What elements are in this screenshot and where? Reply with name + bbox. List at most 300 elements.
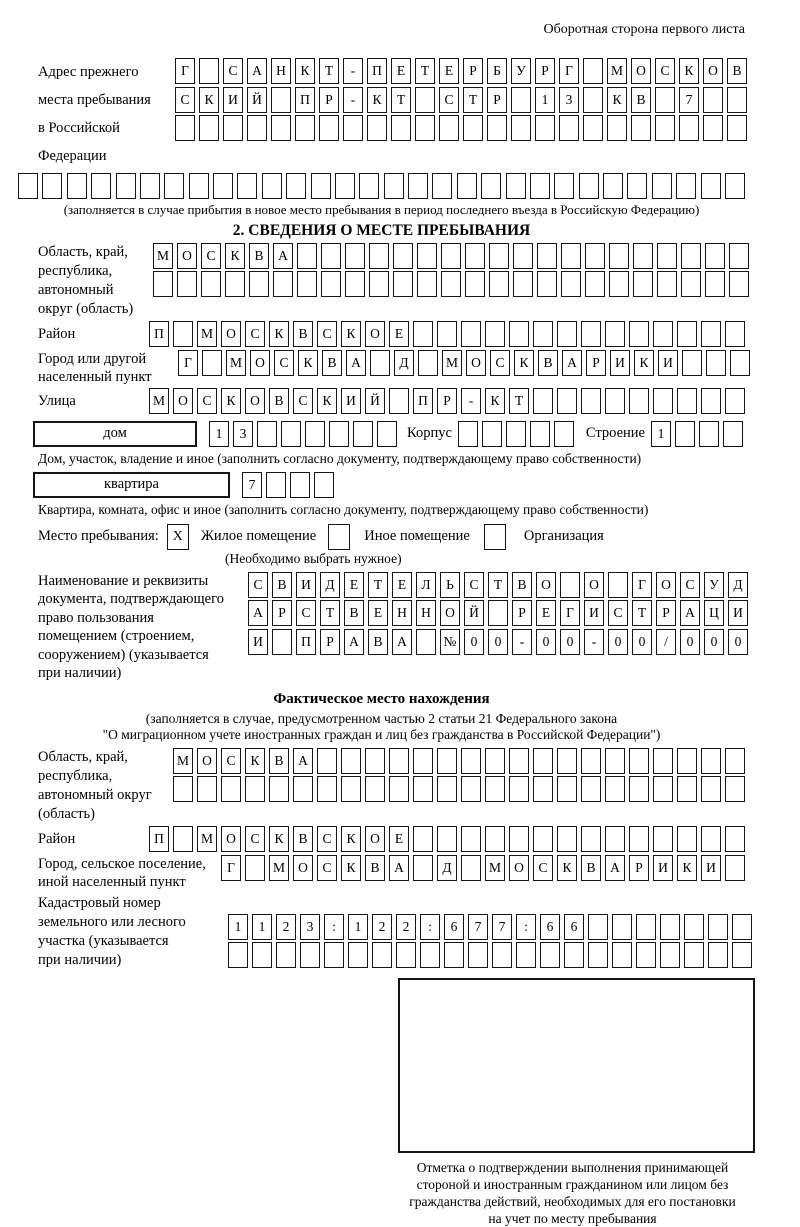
char-box: 7 — [468, 914, 488, 940]
char-box — [559, 115, 579, 141]
char-box: С — [317, 826, 337, 852]
char-box: К — [245, 748, 265, 774]
char-box — [201, 271, 221, 297]
char-box — [432, 173, 452, 199]
actual-city-block — [18, 855, 745, 891]
char-box: Е — [389, 321, 409, 347]
char-row — [228, 914, 752, 940]
char-box — [653, 321, 673, 347]
stay-type-option-other: Иное помещение — [364, 528, 470, 544]
char-box: С — [221, 748, 241, 774]
char-box: С — [655, 58, 675, 84]
label-line: Федерации — [38, 148, 107, 164]
char-box — [537, 243, 557, 269]
street-block — [18, 388, 745, 414]
char-box: П — [367, 58, 387, 84]
char-box — [677, 388, 697, 414]
char-box — [266, 472, 286, 498]
char-box — [684, 914, 704, 940]
char-box — [223, 115, 243, 141]
char-box — [653, 826, 673, 852]
char-row — [209, 421, 397, 447]
apartment-caption: Квартира, комната, офис и иное (заполнить согласно документу, подтверждающему право собственности) — [38, 501, 649, 517]
char-box: К — [367, 87, 387, 113]
char-box — [335, 173, 355, 199]
char-box — [701, 826, 721, 852]
char-row — [178, 350, 750, 376]
char-box — [273, 271, 293, 297]
label-line: Наименование и реквизиты — [38, 572, 209, 589]
char-box — [554, 421, 574, 447]
char-box: 6 — [540, 914, 560, 940]
char-box: О — [250, 350, 270, 376]
char-box — [653, 748, 673, 774]
char-box: Й — [247, 87, 267, 113]
char-box — [588, 914, 608, 940]
stay-type-option-residential: Жилое помещение — [200, 528, 317, 544]
char-row — [149, 388, 745, 414]
label-line: Адрес прежнего — [38, 64, 139, 80]
char-box: 2 — [396, 914, 416, 940]
char-box: 0 — [536, 629, 556, 655]
char-box: Р — [535, 58, 555, 84]
char-box — [653, 388, 673, 414]
char-box: К — [341, 855, 361, 881]
char-box: П — [295, 87, 315, 113]
char-box — [605, 748, 625, 774]
char-box — [413, 321, 433, 347]
label-line: Область, край, — [38, 748, 128, 765]
char-box: Г — [559, 58, 579, 84]
char-box — [703, 115, 723, 141]
char-box — [396, 942, 416, 968]
char-box — [348, 942, 368, 968]
char-box — [530, 421, 550, 447]
char-box: С — [248, 572, 268, 598]
char-box — [653, 776, 673, 802]
char-box — [583, 87, 603, 113]
district-label: Район — [38, 325, 76, 342]
char-box — [485, 321, 505, 347]
char-box — [557, 388, 577, 414]
char-box: 1 — [348, 914, 368, 940]
char-box — [492, 942, 512, 968]
char-box: Д — [320, 572, 340, 598]
char-box — [725, 776, 745, 802]
char-box — [655, 87, 675, 113]
char-box: 6 — [444, 914, 464, 940]
previous-address-block — [18, 58, 745, 170]
char-box — [487, 115, 507, 141]
char-box — [286, 173, 306, 199]
char-box — [372, 942, 392, 968]
char-box: С — [439, 87, 459, 113]
char-box — [441, 271, 461, 297]
char-box — [701, 388, 721, 414]
char-box — [413, 776, 433, 802]
stamp-caption — [380, 1159, 765, 1227]
label-line: на учет по месту пребывания — [488, 1210, 657, 1226]
char-box — [271, 87, 291, 113]
char-box: О — [703, 58, 723, 84]
char-box — [581, 748, 601, 774]
char-box: К — [317, 388, 337, 414]
char-box — [417, 271, 437, 297]
char-box — [262, 173, 282, 199]
char-box — [605, 388, 625, 414]
char-box: Г — [632, 572, 652, 598]
char-box — [725, 173, 745, 199]
char-row — [458, 421, 574, 447]
char-box — [384, 173, 404, 199]
char-box: Г — [175, 58, 195, 84]
char-box: О — [365, 826, 385, 852]
document-label — [18, 572, 248, 683]
char-box: 0 — [608, 629, 628, 655]
label-line: стороной и иностранным гражданином или лицом без — [416, 1176, 729, 1192]
char-box — [489, 271, 509, 297]
char-box — [213, 173, 233, 199]
previous-address-label — [18, 58, 175, 170]
char-box — [509, 776, 529, 802]
label-line: населенный пункт — [38, 368, 152, 385]
char-box — [461, 776, 481, 802]
char-box: 1 — [228, 914, 248, 940]
label-line: при наличии) — [38, 951, 122, 968]
label-line: "О миграционном учете иностранных граждан и лиц без гражданства в Российской Федерации") — [102, 726, 661, 742]
char-box — [727, 87, 747, 113]
char-box — [681, 243, 701, 269]
stay-type-checkbox-residential: X — [167, 524, 189, 550]
char-box: К — [298, 350, 318, 376]
char-box — [533, 388, 553, 414]
char-box — [300, 942, 320, 968]
char-box — [461, 826, 481, 852]
label-line: автономный округ — [38, 786, 152, 803]
char-box — [485, 826, 505, 852]
char-box — [699, 421, 719, 447]
char-box: Р — [437, 388, 457, 414]
char-box: И — [584, 600, 604, 626]
label-line: (заполняется в случае, предусмотренном частью 2 статьи 21 Федерального закона — [145, 710, 618, 726]
char-box: М — [269, 855, 289, 881]
char-box — [197, 776, 217, 802]
char-box: Р — [463, 58, 483, 84]
char-box — [629, 321, 649, 347]
char-box — [609, 271, 629, 297]
document-rows — [248, 572, 748, 655]
char-box: Т — [368, 572, 388, 598]
stay-type-block — [38, 524, 745, 550]
char-box: В — [365, 855, 385, 881]
document-block — [18, 572, 745, 683]
stay-type-checkbox-organization — [484, 524, 506, 550]
char-box — [319, 115, 339, 141]
char-row — [228, 942, 752, 968]
char-box: 6 — [564, 914, 584, 940]
char-box: Т — [320, 600, 340, 626]
char-box: К — [514, 350, 534, 376]
char-box: Р — [512, 600, 532, 626]
char-box: К — [341, 321, 361, 347]
char-box: О — [509, 855, 529, 881]
char-box — [417, 243, 437, 269]
char-box — [631, 115, 651, 141]
char-box — [509, 826, 529, 852]
region-block — [18, 243, 745, 319]
char-box: 1 — [535, 87, 555, 113]
char-box — [557, 826, 577, 852]
char-box — [488, 600, 508, 626]
char-box: 0 — [704, 629, 724, 655]
label-line: при наличии) — [38, 665, 122, 681]
char-box: М — [197, 321, 217, 347]
cadastral-label — [18, 894, 228, 970]
char-box — [199, 115, 219, 141]
label-line: места пребывания — [38, 92, 151, 108]
char-box — [321, 243, 341, 269]
char-box — [418, 350, 438, 376]
char-box: С — [201, 243, 221, 269]
char-box — [677, 776, 697, 802]
char-box: 0 — [488, 629, 508, 655]
label-line: Город, сельское поселение, — [38, 855, 206, 872]
char-box: О — [440, 600, 460, 626]
char-row — [149, 321, 745, 347]
char-box: В — [293, 321, 313, 347]
char-box — [629, 748, 649, 774]
district-block — [18, 321, 745, 347]
char-box — [701, 748, 721, 774]
char-box — [605, 776, 625, 802]
char-box — [247, 115, 267, 141]
char-box — [317, 776, 337, 802]
char-box: И — [610, 350, 630, 376]
char-box — [415, 87, 435, 113]
char-box: 0 — [680, 629, 700, 655]
char-row — [248, 600, 748, 626]
char-box: В — [344, 600, 364, 626]
char-box — [537, 271, 557, 297]
char-box: Т — [415, 58, 435, 84]
char-box: С — [680, 572, 700, 598]
char-box — [297, 243, 317, 269]
char-box — [732, 942, 752, 968]
char-box: А — [247, 58, 267, 84]
char-box — [676, 173, 696, 199]
char-row — [221, 855, 745, 881]
char-box — [701, 321, 721, 347]
char-box — [633, 271, 653, 297]
char-box — [608, 572, 628, 598]
char-box: И — [248, 629, 268, 655]
char-box — [369, 243, 389, 269]
char-box — [612, 914, 632, 940]
char-box: К — [607, 87, 627, 113]
char-box — [365, 776, 385, 802]
label-line: республика, — [38, 262, 113, 279]
char-box: Н — [392, 600, 412, 626]
char-box: М — [197, 826, 217, 852]
char-box — [513, 243, 533, 269]
char-box: Р — [320, 629, 340, 655]
char-box: К — [557, 855, 577, 881]
char-box — [245, 855, 265, 881]
char-box: В — [631, 87, 651, 113]
char-box — [677, 321, 697, 347]
char-box — [461, 321, 481, 347]
char-box: Г — [560, 600, 580, 626]
char-box — [228, 942, 248, 968]
char-box: И — [701, 855, 721, 881]
char-box — [533, 826, 553, 852]
char-box: Й — [464, 600, 484, 626]
char-box: А — [389, 855, 409, 881]
char-box — [603, 173, 623, 199]
char-box — [557, 321, 577, 347]
char-box — [629, 388, 649, 414]
section2-title: 2. СВЕДЕНИЯ О МЕСТЕ ПРЕБЫВАНИЯ — [232, 221, 531, 239]
char-box — [317, 748, 337, 774]
char-box: В — [538, 350, 558, 376]
char-box — [708, 914, 728, 940]
char-box — [533, 321, 553, 347]
char-box: Н — [271, 58, 291, 84]
char-box — [657, 271, 677, 297]
char-box: Д — [394, 350, 414, 376]
char-box — [173, 321, 193, 347]
actual-region-rows — [173, 748, 745, 803]
char-box: П — [296, 629, 316, 655]
char-box — [506, 421, 526, 447]
label-line: земельного или лесного — [38, 913, 186, 930]
char-box — [164, 173, 184, 199]
char-box: В — [269, 748, 289, 774]
char-box: Р — [319, 87, 339, 113]
char-box — [579, 173, 599, 199]
stay-type-label: Место пребывания: — [38, 528, 159, 544]
char-box — [701, 173, 721, 199]
char-box — [457, 173, 477, 199]
char-box — [389, 776, 409, 802]
char-box — [175, 115, 195, 141]
char-box: С — [223, 58, 243, 84]
char-box — [506, 173, 526, 199]
char-box: 3 — [559, 87, 579, 113]
char-box: 0 — [560, 629, 580, 655]
char-box — [173, 776, 193, 802]
label-line: помещением (строением, — [38, 628, 195, 644]
char-box: О — [293, 855, 313, 881]
char-box — [465, 271, 485, 297]
char-box: Т — [509, 388, 529, 414]
char-box: Г — [178, 350, 198, 376]
char-box — [297, 271, 317, 297]
char-box: : — [324, 914, 344, 940]
char-box — [369, 271, 389, 297]
char-box: Р — [586, 350, 606, 376]
char-box — [416, 629, 436, 655]
char-box: Н — [416, 600, 436, 626]
char-box: 7 — [242, 472, 262, 498]
char-box — [509, 321, 529, 347]
char-box: / — [656, 629, 676, 655]
char-box: В — [293, 826, 313, 852]
char-box — [533, 776, 553, 802]
char-box: М — [173, 748, 193, 774]
char-box: О — [221, 826, 241, 852]
char-box: С — [245, 321, 265, 347]
char-box: С — [245, 826, 265, 852]
char-box — [359, 173, 379, 199]
char-box — [420, 942, 440, 968]
char-box — [535, 115, 555, 141]
char-box: 3 — [233, 421, 253, 447]
char-box — [557, 748, 577, 774]
char-box — [365, 748, 385, 774]
label-line: гражданства действий, необходимых для его постановки — [409, 1193, 736, 1209]
char-box: С — [464, 572, 484, 598]
label-line: в Российской — [38, 120, 120, 136]
char-box: К — [677, 855, 697, 881]
char-box — [703, 87, 723, 113]
char-box: Р — [272, 600, 292, 626]
char-box: Т — [463, 87, 483, 113]
char-box: Е — [368, 600, 388, 626]
char-box — [408, 173, 428, 199]
label-line: документа, подтверждающего — [38, 591, 224, 607]
char-box — [389, 388, 409, 414]
char-box: 0 — [728, 629, 748, 655]
label-line: участка (указывается — [38, 932, 169, 949]
char-box — [293, 776, 313, 802]
char-box — [660, 914, 680, 940]
char-box — [345, 271, 365, 297]
char-box: Р — [629, 855, 649, 881]
char-box — [18, 173, 38, 199]
label-line: автономный — [38, 281, 114, 298]
char-box: Е — [536, 600, 556, 626]
char-box: - — [512, 629, 532, 655]
label-line: право пользования — [38, 609, 154, 626]
char-box: Ь — [440, 572, 460, 598]
char-box — [564, 942, 584, 968]
char-box — [585, 243, 605, 269]
char-box: 1 — [651, 421, 671, 447]
char-box — [415, 115, 435, 141]
region-label — [18, 243, 153, 319]
char-box — [554, 173, 574, 199]
char-box: 2 — [276, 914, 296, 940]
char-box — [561, 271, 581, 297]
char-box: О — [221, 321, 241, 347]
char-box — [705, 243, 725, 269]
actual-district-label: Район — [38, 830, 76, 847]
char-row — [153, 271, 749, 297]
label-line: Отметка о подтверждении выполнения принимающей — [416, 1159, 729, 1175]
char-box — [655, 115, 675, 141]
char-box — [679, 115, 699, 141]
char-box — [725, 388, 745, 414]
char-box: П — [149, 321, 169, 347]
char-row-full-width — [18, 173, 745, 199]
char-box: М — [153, 243, 173, 269]
char-box — [706, 350, 726, 376]
char-box — [153, 271, 173, 297]
char-box — [271, 115, 291, 141]
char-box — [91, 173, 111, 199]
char-box — [329, 421, 349, 447]
